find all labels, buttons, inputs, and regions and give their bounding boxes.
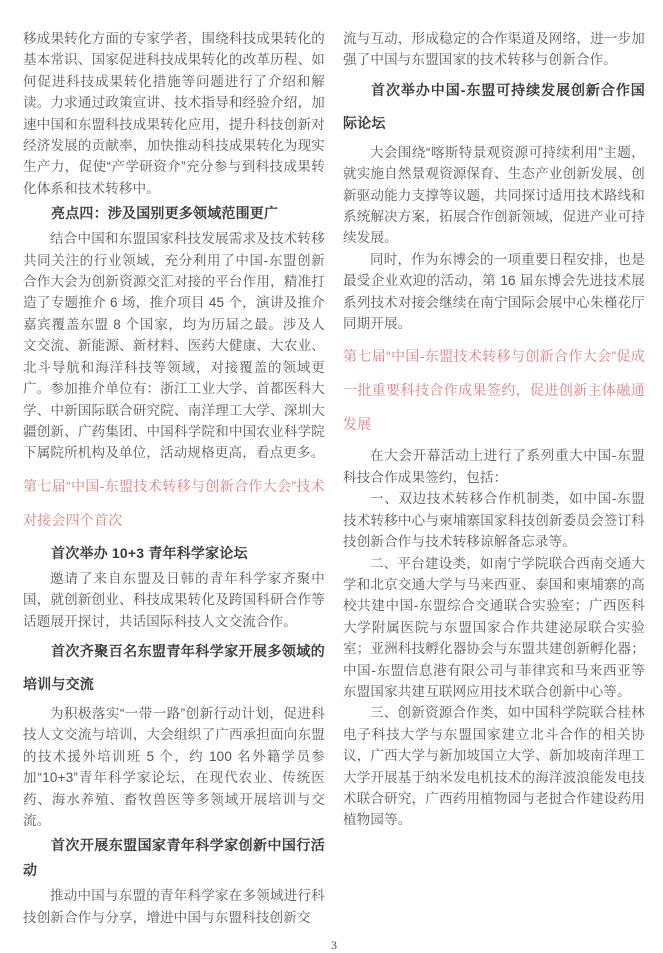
paragraph: 移成果转化方面的专家学者，围绕科技成果转化的基本常识、国家促进科技成果转化的改革历程、如何促进科技成果转化措施等问题进行了介绍和解读。力求通过政策宣讲、技术指导和经验介绍，加速中国和东盟科技成果转化应用，提升科技创新对经济发展的贡献率，加快推动科技成果转化为现实生产力，促使“产学研资介”充分参与到科技成果转化体系和技术转移中。 [23, 31, 325, 196]
section-heading: 首次开展东盟国家青年科学家创新中国行活动 [23, 837, 325, 879]
content-columns [23, 28, 645, 928]
right-column [343, 28, 645, 928]
paragraph: 结合中国和东盟国家科技发展需求及技术转移共同关注的行业领域，充分利用了中国-东盟创新合作大会为创新资源交汇对接的平台作用，精准打造了专题推介 6 场，推介项目 45 个，演讲及推介嘉宾覆盖东盟 8 个国家，均为历届之最。涉及人文交流、新能源、新材料、医药大健康、大农业、北斗导航和海洋科技等领域，对接覆盖的领域更广。参加推介单位有：浙江工业大学、首都医科大学、中新国际联合研究院、南洋理工大学、深圳大疆创新、广药集团、中国科学院和中国农业科学院下属院所机构及单位，活动规格更高，看点更多。 [23, 231, 325, 461]
left-column [23, 28, 325, 928]
paragraph: 一、双边技术转移合作机制类，如中国-东盟技术转移中心与柬埔寨国家科技创新委员会签订科技创新合作与技术转移谅解备忘录等。 [343, 491, 645, 550]
section-heading: 首次举办中国-东盟可持续发展创新合作国际论坛 [343, 81, 645, 131]
paragraph: 同时，作为东博会的一项重要日程安排，也是最受企业欢迎的活动，第 16 届东博会先进技术展系列技术对接会继续在南宁国际会展中心朱槿花厅同期开展。 [343, 251, 645, 332]
paragraph: 推动中国与东盟的青年科学家在多领域进行科技创新合作与分享，增进中国与东盟科技创新交 [23, 888, 325, 925]
paragraph: 为积极落实“一带一路”创新行动计划，促进科技人文交流与培训，大会组织了广西承担面向东盟的技术援外培训班 5 个，约 100 名外籍学员参加“10+3”青年科学家论坛，在现代农业、传统医药、海水养殖、畜牧兽医等多领域开展培训与交流。 [23, 705, 325, 828]
section-heading: 首次齐聚百名东盟青年科学家开展多领域的培训与交流 [23, 642, 325, 692]
paragraph: 邀请了来自东盟及日韩的青年科学家齐聚中国，就创新创业、科技成果转化及跨国科研合作等话题展开探讨，共话国际科技人文交流合作。 [23, 570, 325, 629]
emphasis-heading: 第七届“中国-东盟技术转移与创新合作大会”技术对接会四个首次 [23, 477, 325, 528]
page-number: 3 [331, 938, 337, 953]
section-heading: 亮点四：涉及国别更多领域范围更广 [51, 205, 279, 222]
paragraph: 在大会开幕活动上进行了系列重大中国-东盟科技合作成果签约，包括： [343, 448, 645, 485]
paragraph: 二、平台建设类，如南宁学院联合西南交通大学和北京交通大学与马来西亚、泰国和柬埔寨的高校共建中国-东盟综合交通联合实验室；广西医科大学附属医院与东盟国家合作共建泌尿联合实验室；亚洲科技孵化器协会与东盟共建创新孵化器；中国-东盟信息港有限公司与菲律宾和马来西亚等东盟国家共建互联网应用技术联合创新中心等。 [343, 555, 645, 699]
emphasis-heading: 第七届“中国-东盟技术转移与创新合作大会”促成一批重要科技合作成果签约，促进创新主体融通发展 [343, 348, 645, 433]
paragraph: 流与互动，形成稳定的合作渠道及网络，进一步加强了中国与东盟国家的技术转移与创新合作。 [343, 31, 645, 68]
paragraph: 大会围绕“喀斯特景观资源可持续利用”主题，就实施自然景观资源保育、生态产业创新发展、创新驱动能力支撑等议题，共同探讨适用技术路线和系统解决方案，拓展合作创新领域，促进产业可持续发展。 [343, 144, 645, 246]
section-heading: 首次举办 10+3 青年科学家论坛 [51, 544, 248, 561]
paragraph: 三、创新资源合作类，如中国科学院联合桂林电子科技大学与东盟国家建立北斗合作的相关协议，广西大学与新加坡国立大学、新加坡南洋理工大学开展基于纳米发电机技术的海洋波浪能发电技术联合研究，广西药用植物园与老挝合作建设药用植物园等。 [343, 705, 645, 828]
